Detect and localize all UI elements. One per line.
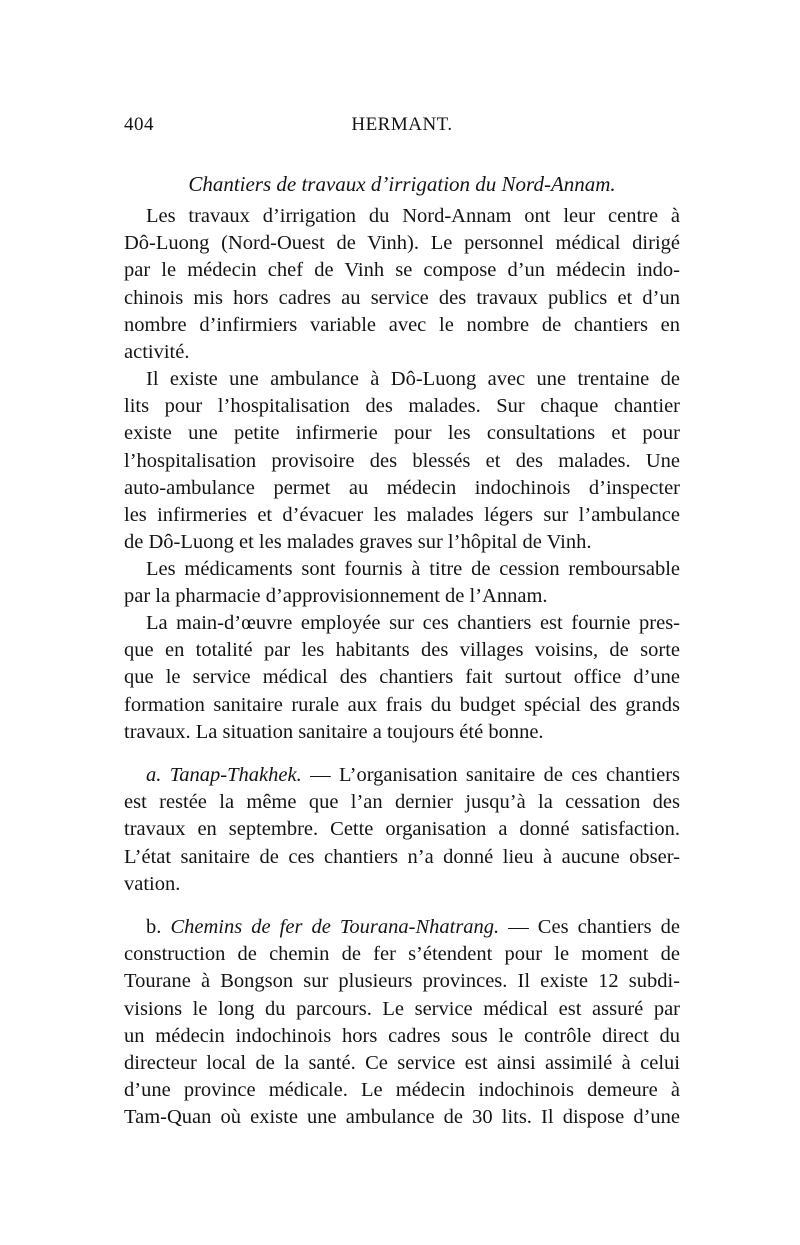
text-line: l’hospitalisation provisoire des blessés et des malades. Une xyxy=(124,449,680,472)
text-line: construction de chemin de fer s’étendent pour le moment de xyxy=(124,943,680,966)
text-line: visions le long du parcours. Le service médical est assuré par xyxy=(124,997,680,1020)
text-line: Tam-Quan où existe une ambulance de 30 lits. Il dispose d’une xyxy=(124,1106,680,1129)
subsection-letter: b. xyxy=(146,916,171,938)
text-line: par le médecin chef de Vinh se compose d’un médecin indo- xyxy=(124,259,680,282)
text-line: est restée la même que l’an dernier jusqu’à la cessation des xyxy=(124,791,680,814)
paragraph-tanap-thakhek xyxy=(124,762,680,898)
page-header xyxy=(124,114,680,144)
text-line: par la pharmacie d’approvisionnement de l’Annam. xyxy=(124,585,548,608)
subsection-label: Chemins de fer de Tourana-Nhatrang. xyxy=(170,916,500,938)
text-line: L’état sanitaire de ces chantiers n’a donné lieu à aucune obser- xyxy=(124,845,680,868)
text-line: La main-d’œuvre employée sur ces chantiers est fournie pres- xyxy=(146,612,680,634)
subsection-label: a. Tanap-Thakhek. xyxy=(146,764,302,786)
text-line xyxy=(124,914,680,941)
text-line: directeur local de la santé. Ce service est ainsi assimilé à celui xyxy=(124,1051,680,1074)
text-line: que en totalité par les habitants des villages voisins, de sorte xyxy=(124,639,680,662)
text-line: existe une petite infirmerie pour les consultations et pour xyxy=(124,422,680,445)
paragraph-4 xyxy=(124,610,680,746)
text-line: lits pour l’hospitalisation des malades. Sur chaque chantier xyxy=(124,395,680,418)
text-line: vation. xyxy=(124,872,181,895)
running-head: HERMANT. xyxy=(351,114,453,135)
paragraph-1 xyxy=(124,203,680,366)
page-number: 404 xyxy=(124,114,154,135)
text-line: Il existe une ambulance à Dô-Luong avec une trentaine de xyxy=(146,368,680,390)
line-text: — Ces chantiers de xyxy=(499,916,681,938)
text-line xyxy=(124,762,680,789)
section-title: Chantiers de travaux d’irrigation du Nord-Annam. xyxy=(188,172,616,196)
text-line: auto-ambulance permet au médecin indochinois d’inspecter xyxy=(124,476,680,499)
text-line: formation sanitaire rurale aux frais du budget spécial des grands xyxy=(124,693,680,716)
paragraph-tourana-nhatrang xyxy=(124,914,680,1132)
text-line: chinois mis hors cadres au service des travaux publics et d’un xyxy=(124,286,680,309)
text-line: Les médicaments sont fournis à titre de cession remboursable xyxy=(146,558,680,580)
text-line: travaux en septembre. Cette organisation a donné satisfaction. xyxy=(124,818,680,841)
text-line: nombre d’infirmiers variable avec le nombre de chantiers en xyxy=(124,313,680,336)
text-line: activité. xyxy=(124,340,190,363)
text-line: Les travaux d’irrigation du Nord-Annam ont leur centre à xyxy=(146,205,680,227)
text-line: d’une province médicale. Le médecin indochinois demeure à xyxy=(124,1079,680,1102)
paragraph-3 xyxy=(124,556,680,610)
paragraph-2 xyxy=(124,366,680,556)
text-line: travaux. La situation sanitaire a toujours été bonne. xyxy=(124,720,544,743)
text-line: Tourane à Bongson sur plusieurs provinces. Il existe 12 subdi- xyxy=(124,970,680,993)
text-line: les infirmeries et d’évacuer les malades légers sur l’ambulance xyxy=(124,503,680,526)
text-line: un médecin indochinois hors cadres sous le contrôle direct du xyxy=(124,1024,680,1047)
text-line: Dô-Luong (Nord-Ouest de Vinh). Le personnel médical dirigé xyxy=(124,232,680,255)
text-line: que le service médical des chantiers fait surtout office d’une xyxy=(124,666,680,689)
line-text: — L’organisation sanitaire de ces chantiers xyxy=(301,764,681,786)
text-line: de Dô-Luong et les malades graves sur l’hôpital de Vinh. xyxy=(124,531,592,554)
